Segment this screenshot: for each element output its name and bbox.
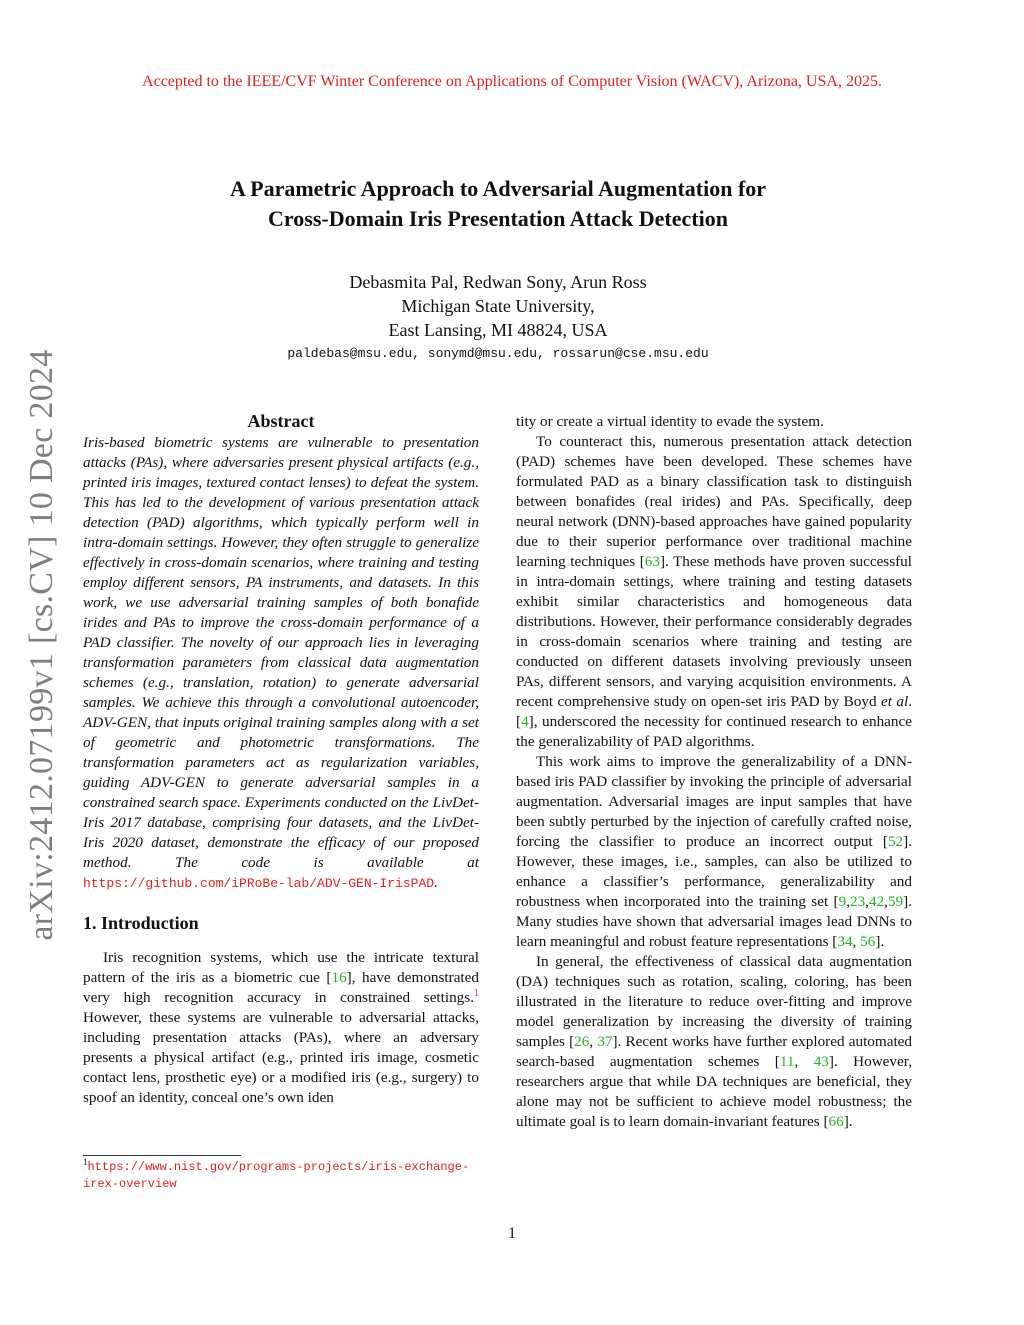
text-run: ]. xyxy=(875,933,885,950)
text-run: To counteract this, numerous presentation attack detection (PAD) schemes have been developed. These schemes have formulated PAD as a binary classification task to distinguish between bonafides (real irides) and PAs. Specifically, deep neural network (DNN)-based approaches have gained popularity due to their superior performance over traditional machine learning techniques [ xyxy=(516,433,912,570)
author-emails[interactable]: paldebas@msu.edu, sonymd@msu.edu, rossarun@cse.msu.edu xyxy=(287,346,709,361)
citation-link[interactable]: 42 xyxy=(868,893,885,910)
text-run: ], underscored the necessity for continued research to enhance the generalizability of PAD algorithms. xyxy=(516,713,912,750)
intro-paragraph-2 xyxy=(516,432,912,752)
left-column xyxy=(83,410,479,1108)
code-link[interactable]: https://github.com/iPRoBe-lab/ADV-GEN-IrisPAD xyxy=(83,876,435,891)
author-affiliation: Michigan State University, xyxy=(401,296,595,316)
title-line-1: A Parametric Approach to Adversarial Augmentation for xyxy=(229,176,767,201)
citation-link[interactable]: 37 xyxy=(597,1033,613,1050)
text-run: ]. xyxy=(843,1113,853,1130)
text-run: However, these systems are vulnerable to adversarial attacks, including presentation attacks (PAs), where an adversary presents a physical artifact (e.g., printed iris image, cosmetic contact lens, prosthetic eye) or a modified iris (e.g., surgery) to spoof an identity, conceal one’s own iden xyxy=(83,1009,479,1106)
intro-paragraph-3 xyxy=(516,752,912,952)
citation-link[interactable]: 43 xyxy=(813,1053,829,1070)
abstract-heading: Abstract xyxy=(247,411,315,431)
text-run: ]. Many studies have shown that adversarial images lead DNNs to learn meaningful and robust feature representations [ xyxy=(516,893,912,950)
footnote-number: 1 xyxy=(83,1157,88,1167)
citation-link[interactable]: 56 xyxy=(860,933,876,950)
author-location: East Lansing, MI 48824, USA xyxy=(388,320,608,340)
text-run: ]. These methods have proven successful in intra-domain settings, where training and testing datasets exhibit similar characteristics and homogeneous data distributions. However, their performance considerably degrades in cross-domain scenarios where training and testing are conducted on different datasets involving previously unseen PAs, different sensors, and varying acquisition environments. A recent comprehensive study on open-set iris PAD by Boyd xyxy=(516,553,913,710)
citation-link[interactable]: 4 xyxy=(521,713,529,730)
text-run: . [ xyxy=(516,693,912,730)
citation-link[interactable]: 59 xyxy=(887,893,904,910)
separator: , xyxy=(884,893,888,910)
citation-link[interactable]: 16 xyxy=(331,969,347,986)
et-al: et al xyxy=(880,693,909,710)
footnote-marker[interactable]: 1 xyxy=(474,987,479,999)
text-run: In general, the effectiveness of classical data augmentation (DA) techniques such as rotation, scaling, coloring, has been illustrated in the literature to reduce over-fitting and improve model generalization by increasing the diversity of training samples [ xyxy=(516,953,912,1050)
footnote xyxy=(83,1155,479,1192)
text-run: ]. However, these images, i.e., samples, can also be utilized to enhance a classifier’s performance, generalizability and robustness when incorporated into the training set [ xyxy=(516,833,912,910)
text-run: ], have demonstrated very high recognition accuracy in constrained settings. xyxy=(83,969,479,1006)
abstract-text: Iris-based biometric systems are vulnerable to presentation attacks (PAs), where adversaries present physical artifacts (e.g., printed iris images, textured contact lenses) to defeat the system. This has led to the development of various presentation attack detection (PAD) algorithms, which typically perform well in intra-domain settings. However, they often struggle to generalize effectively in cross-domain scenarios, where training and testing employ different sensors, PA instruments, and datasets. In this work, we use adversarial training samples of both bonafide irides and PAs to improve the cross-domain performance of a PAD classifier. The novelty of our approach lies in leveraging transformation parameters from classical data augmentation schemes (e.g., translation, rotation) to generate adversarial samples. We achieve this through a convolutional autoencoder, ADV-GEN, that inputs original training samples along with a set of geometric and photometric transformations. The transformation parameters act as regularization variables, guiding ADV-GEN to generate adversarial samples in a constrained search space. Experiments conducted on the LivDet-Iris 2017 database, comprising four datasets, and the LivDet-Iris 2020 dataset, demonstrate the efficacy of our proposed method. The code is available at https://github.com/iPRoBe-lab/ADV-GEN-IrisPAD. xyxy=(83,434,479,891)
intro-paragraph-1-continued: tity or create a virtual identity to evade the system. xyxy=(516,413,824,430)
separator: , xyxy=(865,893,869,910)
page-number: 1 xyxy=(508,1225,516,1242)
separator: , xyxy=(852,933,861,950)
abstract-body: Iris-based biometric systems are vulnerable to presentation attacks (PAs), where adversaries present physical artifacts (e.g., printed iris images, textured contact lenses) to defeat the system. This has led to the development of various presentation attack detection (PAD) algorithms, which typically perform well in intra-domain settings. However, they often struggle to generalize effectively in cross-domain scenarios, where training and testing employ different sensors, PA instruments, and datasets. In this work, we use adversarial training samples of both bonafide irides and PAs to improve the cross-domain performance of a PAD classifier. The novelty of our approach lies in leveraging transformation parameters from classical data augmentation schemes (e.g., translation, rotation) to generate adversarial samples. We achieve this through a convolutional autoencoder, ADV-GEN, that inputs original training samples along with a set of geometric and photometric transformations. The transformation parameters act as regularization variables, guiding ADV-GEN to generate adversarial samples in a constrained search space. Experiments conducted on the LivDet-Iris 2017 database, comprising four datasets, and the LivDet-Iris 2020 dataset, demonstrate the efficacy of our proposed method. The code is available at xyxy=(83,434,479,871)
footnote-rule xyxy=(83,1155,241,1156)
citation-link[interactable]: 9 xyxy=(838,893,847,910)
text-run: ]. Recent works have further explored automated search-based augmentation schemes [ xyxy=(516,1033,912,1070)
separator: , xyxy=(794,1053,814,1070)
text-run: This work aims to improve the generalizability of a DNN-based iris PAD classifier by invoking the principle of adversarial augmentation. Adversarial images are input samples that have been subtly perturbed by the injection of carefully crafted noise, forcing the classifier to produce an incorrect output [ xyxy=(516,753,912,850)
separator: , xyxy=(589,1033,598,1050)
section-heading-introduction: 1. Introduction xyxy=(83,913,199,933)
citation-link[interactable]: 11 xyxy=(779,1053,795,1070)
citation-link[interactable]: 63 xyxy=(644,553,660,570)
citation-link[interactable]: 26 xyxy=(574,1033,590,1050)
separator: , xyxy=(846,893,850,910)
citation-link[interactable]: 66 xyxy=(828,1113,844,1130)
intro-paragraph-4 xyxy=(516,952,912,1132)
right-column xyxy=(516,412,912,1132)
intro-paragraph-1 xyxy=(83,948,479,1108)
title-line-2: Cross-Domain Iris Presentation Attack Detection xyxy=(268,206,728,231)
citation-link[interactable]: 52 xyxy=(887,833,904,850)
text-run: ]. However, researchers argue that while DA techniques are beneficial, they alone may not be sufficient to achieve model robustness; the ultimate goal is to learn domain-invariant features [ xyxy=(516,1053,912,1130)
conference-banner: Accepted to the IEEE/CVF Winter Conference on Applications of Computer Vision (WACV), Arizona, USA, 2025. xyxy=(142,73,882,90)
footnote-url[interactable]: https://www.nist.gov/programs-projects/iris-exchange-irex-overview xyxy=(83,1160,470,1191)
citation-link[interactable]: 34 xyxy=(837,933,853,950)
citation-link[interactable]: 23 xyxy=(849,893,866,910)
arxiv-identifier[interactable]: arXiv:2412.07199v1 [cs.CV] 10 Dec 2024 xyxy=(23,349,60,941)
paper-title xyxy=(150,174,846,234)
author-block xyxy=(200,270,796,342)
author-names: Debasmita Pal, Redwan Sony, Arun Ross xyxy=(349,272,647,292)
text-run: Iris recognition systems, which use the intricate textural pattern of the iris as a biometric cue [ xyxy=(83,949,479,986)
